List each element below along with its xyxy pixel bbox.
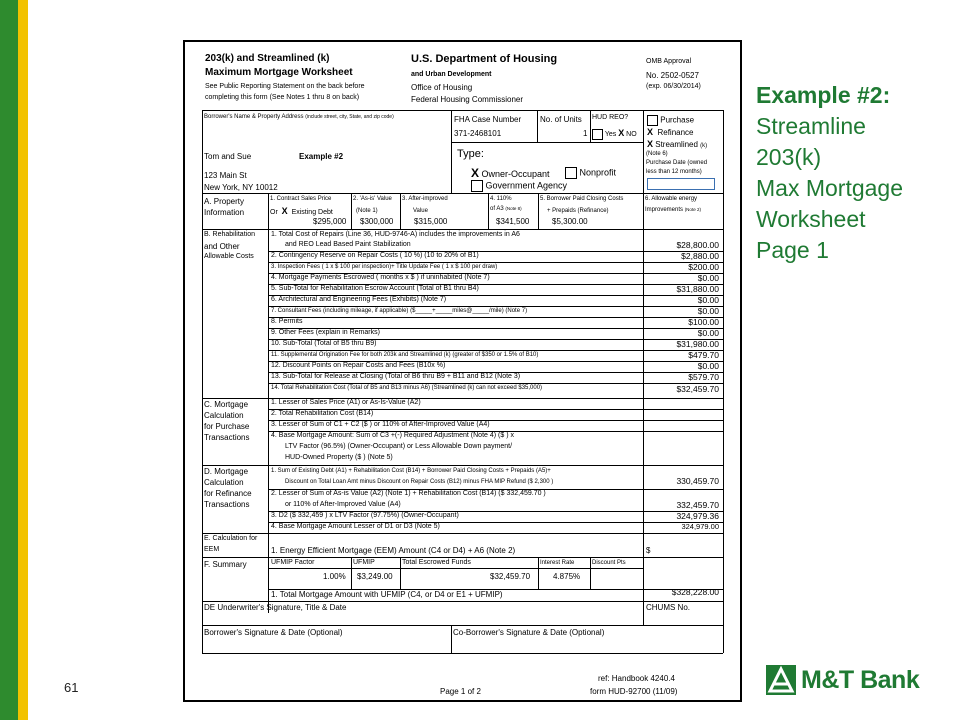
bank-logo [766,664,919,696]
omb-expiration: (exp. 06/30/2014) [646,83,701,90]
total-mortgage-amount: $328,228.00 [671,587,719,597]
d2-amount: 332,459.70 [676,500,719,510]
c3-text: 3. Lesser of Sum of C1 + C2 ($ ) or 110% of After-Improved Value (A4) [271,421,490,428]
section-c-label: Calculation [204,411,244,420]
units-value: 1 [583,129,588,138]
b5-text: 5. Sub-Total for Rehabilitation Escrow Account (Total of B1 thru B4) [271,285,479,292]
ufmip-value: $3,249.00 [357,572,393,581]
purchase-option: Purchase [647,115,694,126]
a2-note: (Note 1) [356,208,378,214]
b7-amount: $0.00 [697,306,719,316]
public-reporting-note: completing this form (See Notes 1 thru 8 on back) [205,94,360,101]
slide-title-line: Max Mortgage [756,175,904,201]
purchase-checkbox[interactable] [647,115,658,126]
b9-amount: $0.00 [697,328,719,338]
b14-amount: $32,459.70 [676,384,719,394]
b6-text: 6. Architectural and Engineering Fees (Exhibits) (Note 7) [271,296,447,303]
a3-value: $315,000 [414,217,448,226]
b5-amount: $31,880.00 [676,284,719,294]
a5-sub: + Prepaids (Refinance) [547,208,609,214]
a2-value: $300,000 [360,217,394,226]
b4-text: 4. Mortgage Payments Escrowed ( months x $ ) if uninhabited (Note 7) [271,274,490,281]
d1-amount: 330,459.70 [676,476,719,486]
government-agency-checkbox[interactable] [471,180,483,192]
section-d-label: for Refinance [204,489,252,498]
agency-name: U.S. Department of Housing [411,53,558,65]
section-b-label: Allowable Costs [204,253,254,260]
b12-text: 12. Discount Points on Repair Costs and Fees (B10x %) [271,362,446,369]
bank-logo-icon [766,665,796,695]
b13-amount: $579.70 [688,372,719,382]
e1-amount: $ [646,546,651,555]
b1-text: and REO Lead Based Paint Stabilization [285,241,411,248]
omb-approval: OMB Approval [646,58,692,65]
ufmip-label: UFMIP [353,559,375,566]
escrowed-funds-value: $32,459.70 [490,572,531,581]
b10-amount: $31,980.00 [676,339,719,349]
a5-label: 5. Borrower Paid Closing Costs [540,196,624,202]
escrowed-funds-label: Total Escrowed Funds [402,559,471,566]
chums-label: CHUMS No. [646,603,691,612]
hud-reo-options: Yes X NO [592,128,637,140]
a6-sub: Improvements (Note 2) [645,207,701,213]
b8-text: 8. Permits [271,318,303,325]
a4-label: 4. 110% [490,196,512,202]
hud-form [183,40,742,702]
b4-amount: $0.00 [697,273,719,283]
form-number: form HUD-92700 (11/09) [590,687,678,696]
a3-sub: Value [413,208,428,214]
green-stripe [0,0,18,720]
borrower-label: Borrower's Name & Property Address (include street, city, State, and zip code) [204,114,394,120]
d2-text: 2. Lesser of Sum of As-is Value (A2) (Note 1) + Rehabilitation Cost (B14) ($ 332,459.70 ) [271,490,546,497]
nonprofit-checkbox[interactable] [565,167,577,179]
section-d-label: Transactions [204,500,250,509]
agency-office: Office of Housing [411,83,473,92]
omb-number: No. 2502-0527 [646,71,699,80]
section-a-label: Information [204,208,245,217]
d3-text: 3. D2 ($ 332,459 ) x LTV Factor (97.75%) (Owner-Occupant) [271,512,459,519]
property-street: 123 Main St [204,171,247,180]
section-a-label: A. Property [204,197,245,206]
bank-name: M&T Bank [801,665,920,694]
b10-text: 10. Sub-Total (Total of B5 thru B9) [271,340,377,347]
b6-amount: $0.00 [697,295,719,305]
agency-name: and Urban Development [411,71,492,78]
interest-rate-value: 4.875% [553,572,581,581]
example-label: Example #2 [299,152,344,161]
form-subtitle: Maximum Mortgage Worksheet [205,67,353,78]
c4-text: 4. Base Mortgage Amount: Sum of C3 +(-) Required Adjustment (Note 4) ($ ) x [271,432,514,439]
b2-text: 2. Contingency Reserve on Repair Costs ( 10 %) (10 to 20% of B1) [271,252,479,259]
a4-sub: of A3 (Note 8) [490,206,522,212]
hud-reo-label: HUD REO? [592,114,629,121]
b1-text: 1. Total Cost of Repairs (Line 36, HUD-9746-A) includes the improvements in A6 [271,231,520,238]
b1-amount: $28,800.00 [676,240,719,250]
slide-title [756,80,951,266]
fha-case-label: FHA Case Number [454,115,522,124]
a4-value: $341,500 [496,217,530,226]
fha-case-number: 371-2468101 [454,129,502,138]
d1-text: 1. Sum of Existing Debt (A1) + Rehabilitation Cost (B14) + Borrower Paid Closing Costs + Prepaids (A5)+ [271,468,551,474]
e1-text: 1. Energy Efficient Mortgage (EEM) Amount (C4 or D4) + A6 (Note 2) [271,546,516,555]
b9-text: 9. Other Fees (explain in Remarks) [271,329,380,336]
d4-amount: 324,979.00 [681,522,719,531]
section-c-label: for Purchase [204,422,250,431]
interest-rate-label: Interest Rate [540,560,575,566]
form-title: 203(k) and Streamlined (k) [205,53,330,64]
section-e-label: E. Calculation for [204,535,258,542]
coborrower-signature-label: Co-Borrower's Signature & Date (Optional) [453,628,605,637]
b3-text: 3. Inspection Fees ( 1 x $ 100 per inspection)+ Title Update Fee ( 1 x $ 100 per draw) [271,264,498,270]
section-e-label: EEM [204,546,220,553]
de-underwriter-signature-label: DE Underwriter's Signature, Title & Date [204,603,347,612]
a1-label: 1. Contract Sales Price [270,196,332,202]
purchase-date-label: Purchase Date (owned [646,160,708,166]
public-reporting-note: See Public Reporting Statement on the back before [205,83,365,90]
note6: (Note 6) [646,151,668,157]
section-b-label: and Other [204,242,240,251]
a1-existing-debt: Or X Existing Debt [270,206,333,216]
b12-amount: $0.00 [697,361,719,371]
purchase-date-input[interactable] [647,178,715,190]
b3-amount: $200.00 [688,262,719,272]
page-indicator: Page 1 of 2 [440,687,481,696]
handbook-ref: ref: Handbook 4240.4 [598,674,675,683]
borrower-signature-label: Borrower's Signature & Date (Optional) [204,628,343,637]
b14-text: 14. Total Rehabilitation Cost (Total of B5 and B13 minus A6) (Streamlined (k) can not exceed $35,000) [271,385,543,391]
slide-title-line: 203(k) [756,144,822,170]
a3-label: 3. After-improved [402,196,448,202]
units-label: No. of Units [540,115,582,124]
slide-title-line: Page 1 [756,237,829,263]
section-c-label: C. Mortgage [204,400,249,409]
ufmip-factor-label: UFMIP Factor [271,559,315,566]
d4-text: 4. Base Mortgage Amount Lesser of D1 or D3 (Note 5) [271,523,440,530]
section-c-label: Transactions [204,433,250,442]
b7-text: 7. Consultant Fees (including mileage, if applicable) ($_____+_____miles@_____/mile) (Note 7) [271,308,528,314]
a5-value: $5,300.00 [552,217,588,226]
discount-points-label: Discount Pts [592,560,626,566]
owner-occupant-option: X Owner-Occupant [471,166,550,180]
section-d-label: D. Mortgage [204,467,249,476]
hud-reo-yes-checkbox[interactable] [592,129,603,140]
d2-text: or 110% of After-Improved Value (A4) [285,501,401,508]
slide-title-lead: Example #2: [756,82,891,108]
slide-title-line: Worksheet [756,206,866,232]
government-agency-option: Government Agency [471,180,567,192]
c1-text: 1. Lesser of Sales Price (A1) or As-Is-Value (A2) [271,399,421,406]
yellow-stripe [18,0,28,720]
a1-value: $295,000 [313,217,347,226]
d1-text: Discount on Total Loan Amt minus Discount on Repair Costs (B12) minus FHA MIP Refund ($ 2,300 ) [285,479,554,485]
ufmip-factor-value: 1.00% [323,572,346,581]
borrower-name: Tom and Sue [204,152,252,161]
refinance-option: X Refinance [647,127,694,137]
b8-amount: $100.00 [688,317,719,327]
b2-amount: $2,880.00 [681,251,719,261]
c4-text: LTV Factor (96.5%) (Owner-Occupant) or Less Allowable Down payment/ [285,443,513,450]
slide-title-line: Streamline [756,113,866,139]
agency-commissioner: Federal Housing Commissioner [411,95,524,104]
nonprofit-option: Nonprofit [565,167,616,179]
b11-text: 11. Supplemental Origination Fee for both 203k and Streamlined (k) (greater of $350 or 1.5% of B10) [271,352,539,358]
slide-number: 61 [64,680,79,695]
b11-amount: $479.70 [688,350,719,360]
streamlined-option: X Streamlined (k) [647,139,708,149]
f1-text: 1. Total Mortgage Amount with UFMIP (C4, or D4 or E1 + UFMIP) [271,590,503,599]
a6-label: 6. Allowable energy [645,196,698,202]
section-b-label: B. Rehabilitation [204,231,255,238]
purchase-date-label: less than 12 months) [646,169,702,175]
section-f-label: F. Summary [204,560,247,569]
d3-amount: 324,979.36 [676,511,719,521]
c2-text: 2. Total Rehabilitation Cost (B14) [271,410,374,417]
property-city: New York, NY 10012 [204,183,278,192]
b13-text: 13. Sub-Total for Release at Closing (Total of B6 thru B9 + B11 and B12 (Note 3) [271,373,521,380]
section-d-label: Calculation [204,478,244,487]
c4-text: HUD-Owned Property ($ ) (Note 5) [285,454,393,461]
a2-label: 2. 'As-is' Value [353,196,392,202]
type-label: Type: [457,148,484,160]
